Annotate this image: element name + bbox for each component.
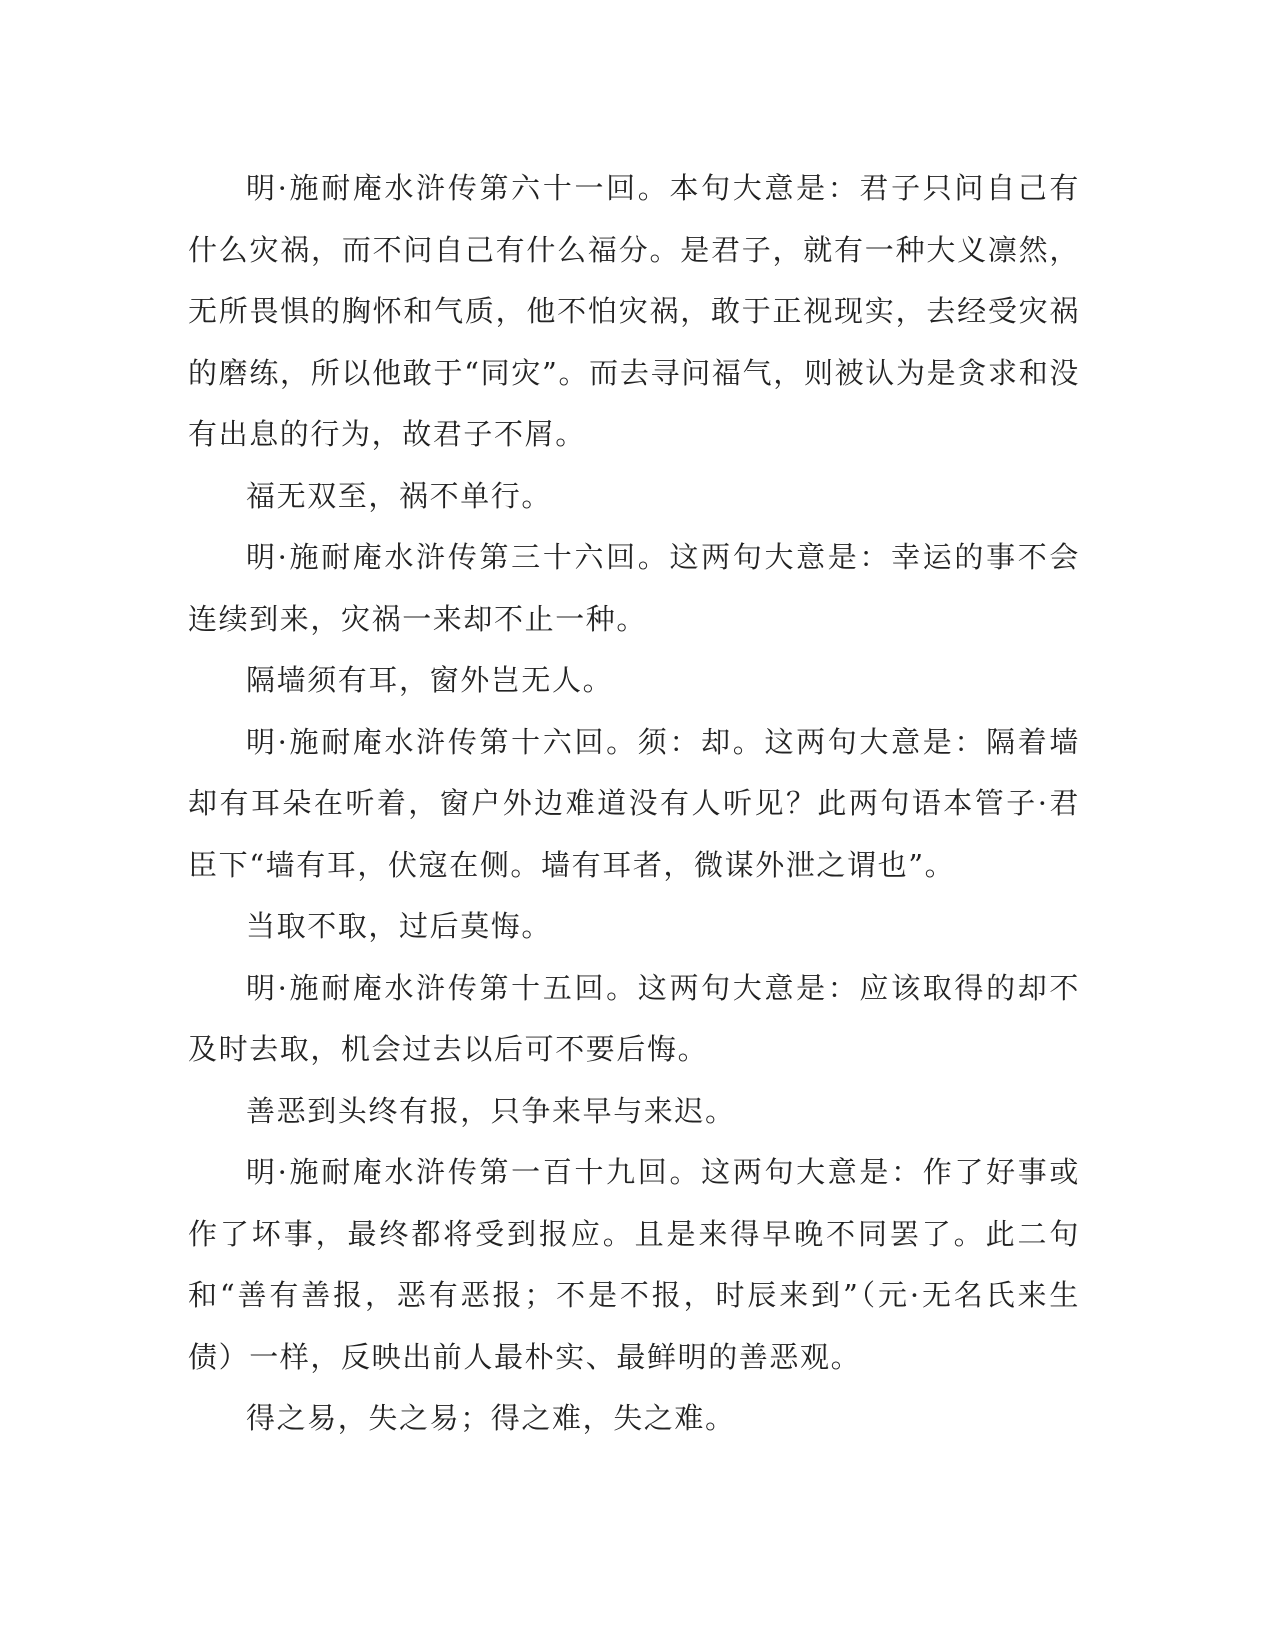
paragraph-quote: 福无双至，祸不单行。: [246, 478, 553, 513]
paragraph-quote: 善恶到头终有报，只争来早与来迟。: [246, 1093, 736, 1128]
paragraph-quote: 得之易，失之易；得之难，失之难。: [246, 1401, 736, 1435]
paragraph-commentary: 明·施耐庵水浒传第十六回。须：却。这两句大意是：隔着墙却有耳朵在听着，窗户外边难道没有人听见？此两句语本管子·君臣下“墙有耳，伏寇在侧。墙有耳者，微谋外泄之谓也”。: [188, 724, 1080, 882]
paragraph-quote: 当取不取，过后莫悔。: [246, 909, 553, 943]
paragraph-commentary: 明·施耐庵水浒传第一百十九回。这两句大意是：作了好事或作了坏事，最终都将受到报应。且是来得早晚不同罢了。此二句和“善有善报，恶有恶报；不是不报，时辰来到”（元·无名氏来生债）一样，反映出前人最朴实、最鲜明的善恶观。: [188, 1155, 1080, 1374]
paragraph-commentary: 明·施耐庵水浒传第三十六回。这两句大意是：幸运的事不会连续到来，灾祸一来却不止一种。: [188, 540, 1080, 636]
paragraph-commentary: 明·施耐庵水浒传第十五回。这两句大意是：应该取得的却不及时去取，机会过去以后可不要后悔。: [188, 970, 1080, 1066]
paragraph-commentary: 明·施耐庵水浒传第六十一回。本句大意是：君子只问自己有什么灾祸，而不问自己有什么福分。是君子，就有一种大义凛然，无所畏惧的胸怀和气质，他不怕灾祸，敢于正视现实，去经受灾祸的磨练，所以他敢于“同灾”。而去寻问福气，则被认为是贪求和没有出息的行为，故君子不屑。: [188, 171, 1080, 451]
paragraph-quote: 隔墙须有耳，窗外岂无人。: [246, 663, 614, 697]
document-body: [188, 158, 1080, 1450]
